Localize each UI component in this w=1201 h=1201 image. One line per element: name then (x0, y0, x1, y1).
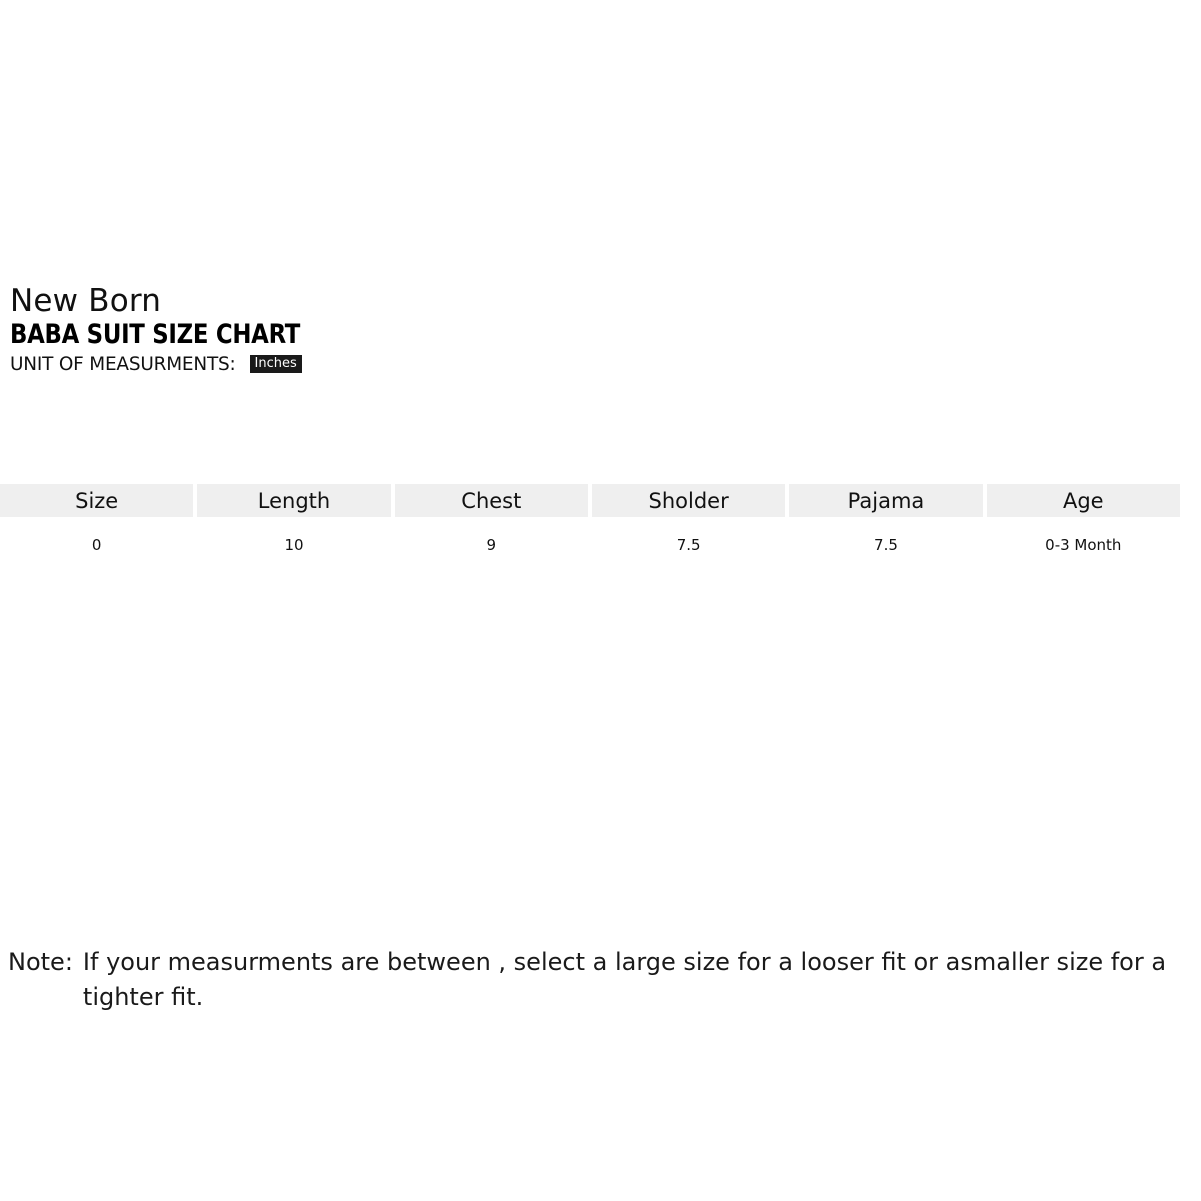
note-text: If your measurments are between , select a large size for a looser fit or asmaller size for a tighter fit. (82, 948, 1167, 1011)
unit-label: UNIT OF MEASURMENTS: (10, 353, 236, 376)
column-header-age: Age (987, 484, 1180, 517)
cell-age: 0-3 Month (987, 527, 1180, 563)
size-chart-table (0, 484, 1180, 563)
cell-length: 10 (197, 527, 390, 563)
column-header-length: Length (197, 484, 390, 517)
page-title: New Born (10, 283, 162, 319)
unit-badge: Inches (250, 355, 302, 373)
column-header-sholder: Sholder (592, 484, 785, 517)
title-block (10, 285, 710, 375)
note-block (8, 945, 1193, 1015)
table-row (0, 527, 1180, 563)
cell-size: 0 (0, 527, 193, 563)
cell-sholder: 7.5 (592, 527, 785, 563)
cell-chest: 9 (395, 527, 588, 563)
note-label: Note: (8, 948, 73, 976)
page-subtitle: BABA SUIT SIZE CHART (10, 318, 301, 350)
column-header-chest: Chest (395, 484, 588, 517)
table-header-row (0, 484, 1180, 517)
column-header-pajama: Pajama (789, 484, 982, 517)
unit-of-measurement-row (10, 353, 710, 375)
column-header-size: Size (0, 484, 193, 517)
cell-pajama: 7.5 (789, 527, 982, 563)
